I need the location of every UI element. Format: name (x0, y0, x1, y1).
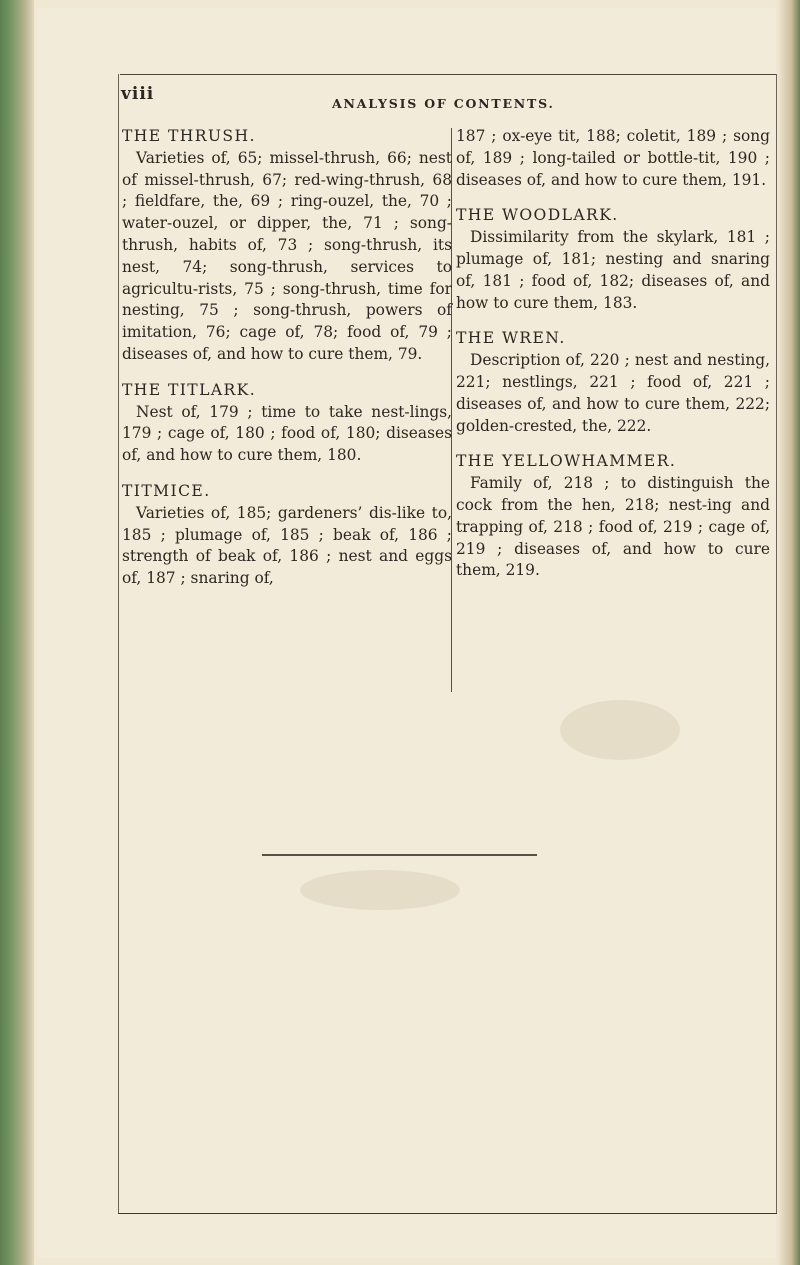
frame-rule-right (776, 74, 777, 1214)
section-heading: THE YELLOWHAMMER. (456, 452, 677, 471)
section-entries: Dissimilarity from the skylark, 181 ; plumage of, 181; nesting and snaring of, 181 ; food of, 182; diseases of, and how to cure them, 183. (456, 228, 770, 312)
index-section (122, 380, 452, 467)
index-section (456, 205, 770, 314)
index-section-continuation (456, 126, 770, 191)
frame-rule-left (118, 74, 119, 1214)
section-heading: TITMICE. (122, 481, 211, 500)
frame-rule-top (120, 74, 777, 75)
index-section (456, 328, 770, 437)
paper-stain (560, 700, 680, 760)
section-entries: Varieties of, 185; gardeners’ dis-like to, 185 ; plumage of, 185 ; beak of, 186 ; strength of beak of, 186 ; nest and eggs of, 187 ; snaring of, (122, 503, 452, 588)
section-entries: Description of, 220 ; nest and nesting, 221; nestlings, 221 ; food of, 221 ; diseases of, and how to cure them, 222; golden-crested, the, 222. (456, 351, 770, 435)
index-section (456, 451, 770, 582)
section-entries: Family of, 218 ; to distinguish the cock from the hen, 218; nest-ing and trapping of, 218 ; food of, 219 ; cage of, 219 ; diseases of, and how to cure them, 219. (456, 474, 770, 580)
section-heading: THE WREN. (456, 329, 566, 348)
section-heading: THE WOODLARK. (456, 206, 619, 225)
decorative-rule (262, 854, 537, 856)
index-section (122, 481, 452, 590)
page-folio: viii (121, 84, 155, 104)
frame-rule-bottom (118, 1213, 777, 1214)
book-edge-right (778, 0, 800, 1265)
book-edge-left (0, 0, 34, 1265)
paper-stain (300, 870, 460, 910)
left-column (122, 126, 452, 604)
right-column (456, 126, 770, 596)
section-heading: THE TITLARK. (122, 380, 257, 399)
section-entries: Varieties of, 65; missel-thrush, 66; nest of missel-thrush, 67; red-wing-thrush, 68 ; fieldfare, the, 69 ; ring-ouzel, the, 70 ; water-ouzel, or dipper, the, 71 ; song-thrush, habits of, 73 ; song-thrush, its nest, 74; song-thrush, services to agricultu-rists, 75 ; song-thrush, time for nesting, 75 ; song-thrush, powers of imitation, 76; cage of, 78; food of, 79 ; diseases of, and how to cure them, 79. (122, 148, 452, 363)
index-section (122, 126, 452, 366)
running-head: ANALYSIS OF CONTENTS. (332, 96, 555, 111)
continued-entries: 187 ; ox-eye tit, 188; coletit, 189 ; song of, 189 ; long-tailed or bottle-tit, 190 ; diseases of, and how to cure them, 191. (456, 127, 770, 189)
section-entries: Nest of, 179 ; time to take nest-lings, 179 ; cage of, 180 ; food of, 180; diseases of, and how to cure them, 180. (122, 402, 452, 465)
section-heading: THE THRUSH. (122, 127, 256, 145)
